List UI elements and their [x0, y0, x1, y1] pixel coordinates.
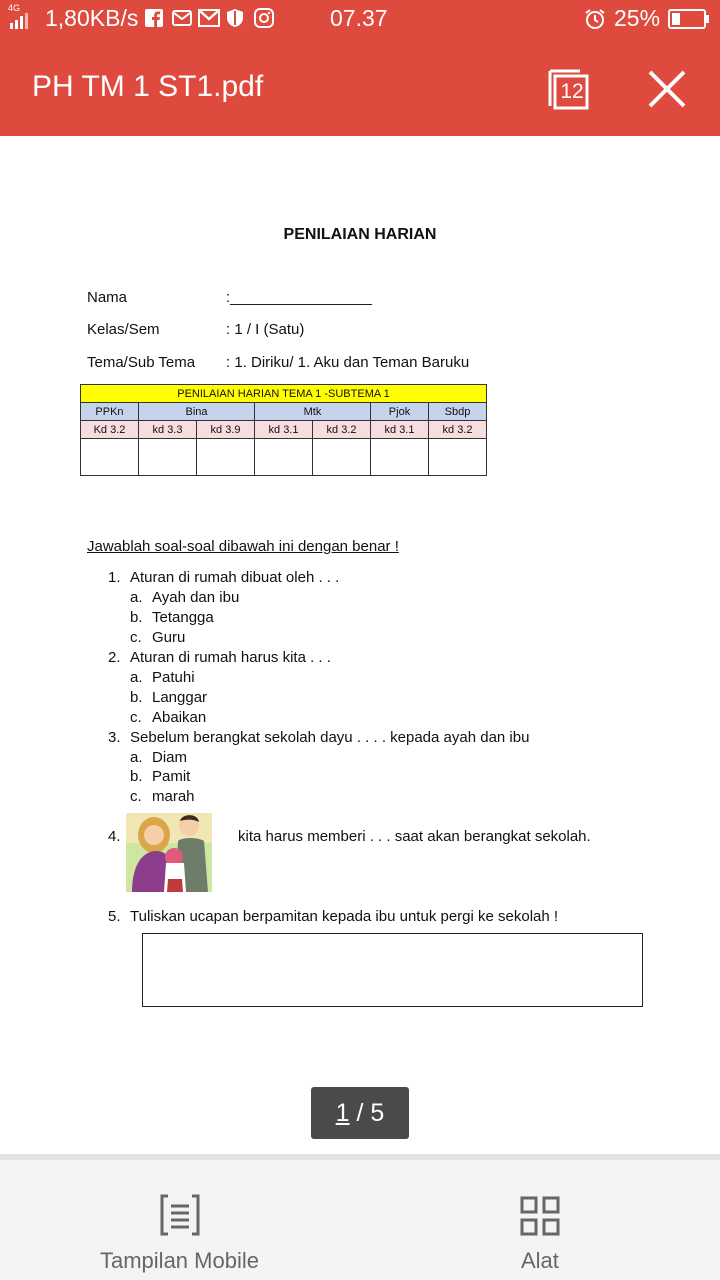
- battery-percent: 25%: [614, 5, 661, 31]
- question-number: 5.: [108, 908, 121, 925]
- question-text: Tuliskan ucapan berpamitan kepada ibu untuk pergi ke sekolah !: [130, 908, 559, 925]
- option-label: c.: [130, 788, 142, 805]
- score-cell: [371, 439, 429, 476]
- option-text: Langgar: [152, 689, 208, 706]
- subject-cell: Bina: [139, 403, 255, 421]
- kd-cell: kd 3.1: [255, 421, 313, 439]
- option-label: a.: [130, 669, 143, 686]
- page-heading: PENILAIAN HARIAN: [283, 226, 437, 243]
- instruction: Jawablah soal-soal dibawah ini dengan benar !: [87, 538, 399, 555]
- total-pages: 5: [370, 1099, 385, 1127]
- document-title: PH TM 1 ST1.pdf: [32, 70, 264, 103]
- mobile-view-icon: [160, 1194, 200, 1236]
- page-overview-button[interactable]: [547, 68, 587, 108]
- question-number: 1.: [108, 569, 121, 586]
- battery-icon: [668, 9, 710, 29]
- option-text: Ayah dan ibu: [152, 589, 240, 606]
- option-label: c.: [130, 629, 142, 646]
- mother-child-illustration: [126, 813, 212, 892]
- score-cell: [429, 439, 487, 476]
- kd-cell: kd 3.2: [313, 421, 371, 439]
- signal-icon: [10, 13, 36, 29]
- question-text: Aturan di rumah harus kita . . .: [130, 649, 331, 666]
- page-separator: /: [349, 1099, 371, 1127]
- grid-icon: [520, 1196, 560, 1236]
- mobile-view-button[interactable]: [80, 1160, 280, 1280]
- score-cell: [139, 439, 197, 476]
- question-text: Aturan di rumah dibuat oleh . . .: [130, 569, 340, 586]
- subject-cell: Mtk: [255, 403, 371, 421]
- question-text: Sebelum berangkat sekolah dayu . . . . kepada ayah dan ibu: [130, 729, 530, 746]
- gmail-icon: [198, 9, 220, 27]
- kd-cell: kd 3.3: [139, 421, 197, 439]
- option-text: Guru: [152, 629, 186, 646]
- kd-cell: kd 3.1: [371, 421, 429, 439]
- app-bar: [0, 38, 720, 136]
- question-number: 2.: [108, 649, 121, 666]
- option-label: a.: [130, 589, 143, 606]
- pdf-page[interactable]: [0, 136, 720, 1154]
- facebook-icon: [145, 9, 163, 27]
- kd-cell: kd 3.9: [197, 421, 255, 439]
- status-bar: [0, 0, 720, 38]
- theme-label: Tema/Sub Tema: [87, 354, 196, 371]
- option-text: Pamit: [152, 768, 191, 785]
- tools-button[interactable]: [490, 1160, 590, 1280]
- answer-box: [142, 933, 643, 1007]
- score-cell: [197, 439, 255, 476]
- subject-cell: PPKn: [81, 403, 139, 421]
- alarm-icon: [584, 8, 606, 30]
- theme-value: : 1. Diriku/ 1. Aku dan Teman Baruku: [226, 354, 470, 371]
- option-text: Patuhi: [152, 669, 195, 686]
- subject-cell: Sbdp: [429, 403, 487, 421]
- option-label: b.: [130, 768, 143, 785]
- option-label: b.: [130, 609, 143, 626]
- score-cell: [313, 439, 371, 476]
- option-text: marah: [152, 788, 195, 805]
- option-label: a.: [130, 749, 143, 766]
- score-cell: [255, 439, 313, 476]
- class-value: : 1 / I (Satu): [226, 321, 305, 338]
- shield-icon: [226, 8, 244, 28]
- current-page: 1: [335, 1099, 350, 1127]
- kd-cell: Kd 3.2: [81, 421, 139, 439]
- name-label: Nama: [87, 289, 128, 306]
- kd-cell: kd 3.2: [429, 421, 487, 439]
- score-cell: [81, 439, 139, 476]
- option-text: Abaikan: [152, 709, 207, 726]
- mail-icon: [172, 10, 192, 26]
- question-number: 3.: [108, 729, 121, 746]
- score-table: [80, 384, 487, 476]
- option-text: Tetangga: [152, 609, 214, 626]
- option-label: c.: [130, 709, 142, 726]
- close-button[interactable]: [646, 68, 688, 110]
- clock: 07.37: [330, 5, 388, 31]
- mobile-view-label: Tampilan Mobile: [100, 1248, 259, 1273]
- close-icon: [646, 68, 688, 110]
- option-text: Diam: [152, 749, 188, 766]
- bottom-nav: [0, 1160, 720, 1280]
- option-label: b.: [130, 689, 143, 706]
- instagram-icon: [254, 8, 274, 28]
- name-value: :_________________: [226, 289, 372, 306]
- page-indicator: [311, 1087, 409, 1139]
- question-text: kita harus memberi . . . saat akan berangkat sekolah.: [238, 828, 591, 845]
- network-type: 4G: [8, 3, 21, 13]
- question-number: 4.: [108, 828, 121, 845]
- tools-label: Alat: [521, 1248, 559, 1273]
- subject-cell: Pjok: [371, 403, 429, 421]
- class-label: Kelas/Sem: [87, 321, 160, 338]
- page-count: 12: [560, 80, 584, 103]
- network-speed: 1,80KB/s: [45, 5, 139, 31]
- table-banner: PENILAIAN HARIAN TEMA 1 -SUBTEMA 1: [81, 385, 487, 403]
